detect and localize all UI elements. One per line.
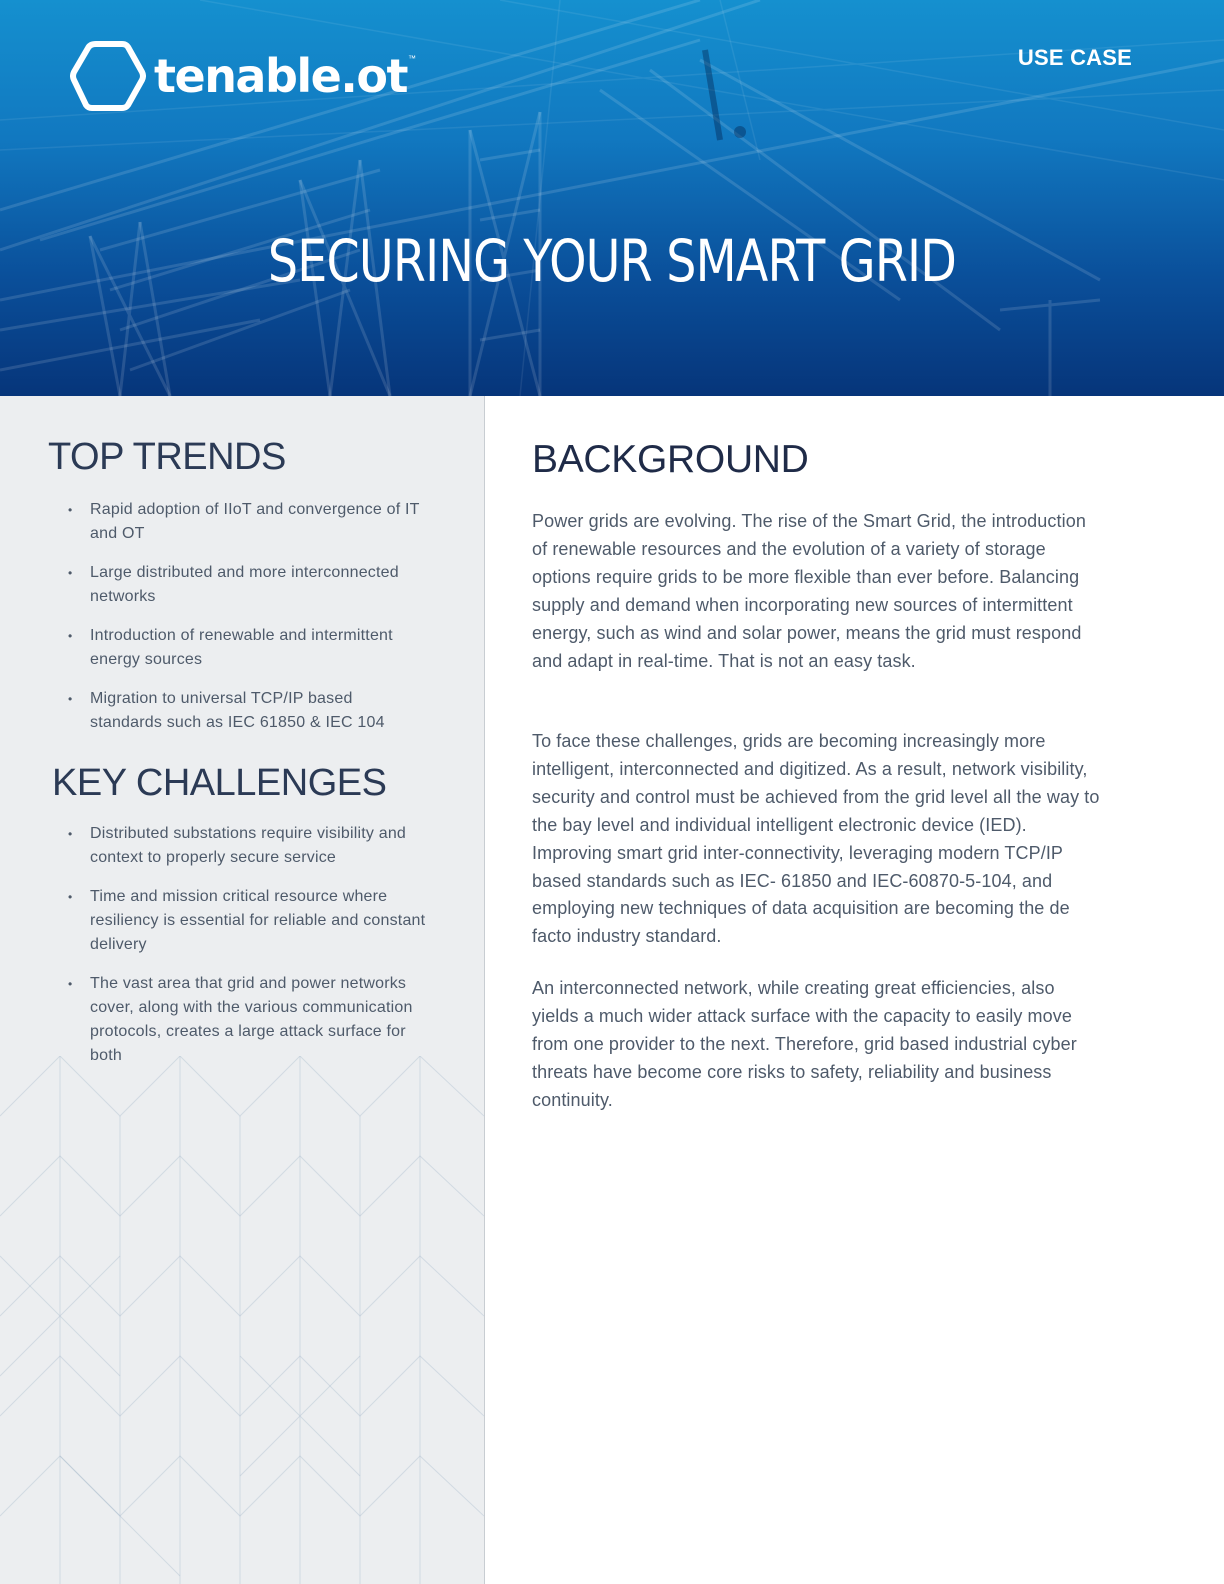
bullet-icon: • (68, 890, 73, 904)
bullet-icon: • (68, 692, 73, 706)
list-item: • Time and mission critical resource where resiliency is essential for reliable and constant delivery (66, 885, 426, 957)
background-paragraph-3: An interconnected network, while creating great efficiencies, also yields a much wider attack surface with the capacity to easily move from one provider to the next. Therefore, grid based industrial cyber threats have become core risks to safety, reliability and business continuity. (532, 978, 1077, 1110)
hexagon-logo-icon (70, 40, 146, 112)
bullet-icon: • (68, 566, 73, 580)
page-title: SECURING YOUR SMART GRID (267, 226, 957, 295)
background-paragraph-2: To face these challenges, grids are becoming increasingly more intelligent, interconnected and digitized. As a result, network visibility, security and control must be achieved from the grid level all the way to the bay level and individual intelligent electronic device (IED). Improving smart grid inter-connectivity, leveraging modern TCP/IP based standards such as IEC- 61850 and IEC-60870-5-104, and employing new techniques of data acquisition are becoming the de facto industry standard. (532, 731, 1100, 947)
top-trends-heading: TOP TRENDS (48, 436, 286, 478)
key-challenges-heading: KEY CHALLENGES (52, 762, 387, 804)
bullet-icon: • (68, 827, 73, 841)
list-item: • Large distributed and more interconnected networks (66, 561, 426, 609)
list-item: • Migration to universal TCP/IP based standards such as IEC 61850 & IEC 104 (66, 687, 426, 735)
background-heading: BACKGROUND (532, 438, 809, 481)
header-banner (0, 0, 1224, 396)
list-item: • Rapid adoption of IIoT and convergence of IT and OT (66, 498, 426, 546)
tenable-ot-logo (70, 40, 416, 112)
list-item: • Distributed substations require visibility and context to properly secure service (66, 822, 426, 870)
top-trends-list (66, 498, 426, 750)
geometric-pattern-decoration (0, 1056, 484, 1584)
bullet-icon: • (68, 977, 73, 991)
bullet-icon: • (68, 629, 73, 643)
doc-type-label: USE CASE (1017, 45, 1132, 70)
background-paragraph-1: Power grids are evolving. The rise of the Smart Grid, the introduction of renewable resources and the evolution of a variety of storage options require grids to be more flexible than ever before. Balancing supply and demand when incorporating new sources of intermittent energy, such as wind and solar power, means the grid must respond and adapt in real-time. That is not an easy task. (532, 511, 1086, 671)
trademark-symbol: ™ (407, 53, 416, 63)
list-item: • The vast area that grid and power networks cover, along with the various communication protocols, creates a large attack surface for both (66, 972, 426, 1068)
list-item: • Introduction of renewable and intermittent energy sources (66, 624, 426, 672)
bullet-icon: • (68, 503, 73, 517)
logo-wordmark: tenable.ot (154, 49, 407, 103)
key-challenges-list (66, 822, 426, 1083)
sidebar-panel (0, 396, 485, 1584)
